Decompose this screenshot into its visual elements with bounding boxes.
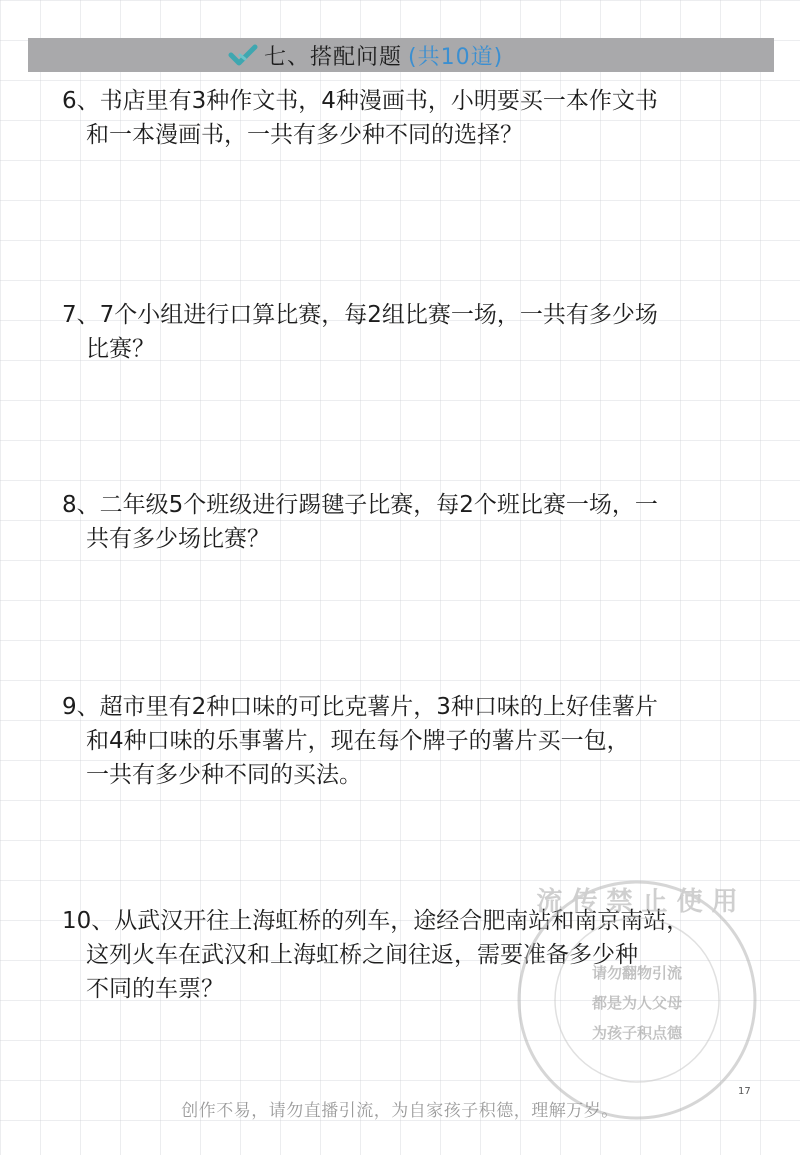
section-header-bar (28, 38, 774, 72)
question-line: 一共有多少种不同的买法。 (86, 762, 362, 788)
svg-text:都是为人父母: 都是为人父母 (591, 994, 683, 1012)
question-line: 10、从武汉开往上海虹桥的列车，途经合肥南站和南京南站， (62, 908, 690, 934)
question-7 (62, 298, 762, 366)
question-line: 这列火车在武汉和上海虹桥之间往返，需要准备多少种 (86, 942, 638, 968)
question-line: 8、二年级5个班级进行踢毽子比赛，每2个班比赛一场，一 (62, 492, 658, 518)
checkmark-icon (228, 43, 258, 67)
question-9 (62, 690, 762, 792)
question-line: 9、超市里有2种口味的可比克薯片，3种口味的上好佳薯片 (62, 694, 658, 720)
svg-text:流 传 禁 止 使 用: 流 传 禁 止 使 用 (536, 887, 738, 917)
footer-notice: 创作不易，请勿直播引流，为自家孩子积德，理解万岁。 (181, 1101, 619, 1121)
question-8 (62, 488, 762, 556)
question-line: 和4种口味的乐事薯片，现在每个牌子的薯片买一包， (86, 728, 630, 754)
watermark-seal (512, 875, 762, 1125)
question-6 (62, 84, 762, 152)
question-count: (共10道) (408, 44, 504, 70)
page-number: 17 (738, 1086, 751, 1097)
question-line: 7、7个小组进行口算比赛，每2组比赛一场，一共有多少场 (62, 302, 658, 328)
svg-text:为孩子积点德: 为孩子积点德 (591, 1024, 683, 1042)
section-title: 七、搭配问题 (264, 44, 403, 70)
section-header (228, 38, 503, 72)
question-line: 比赛？ (86, 336, 155, 362)
question-line: 和一本漫画书，一共有多少种不同的选择？ (86, 122, 523, 148)
question-line: 不同的车票？ (86, 976, 224, 1002)
question-line: 共有多少场比赛？ (86, 526, 270, 552)
svg-text:请勿翻物引流: 请勿翻物引流 (591, 964, 683, 982)
question-line: 6、书店里有3种作文书，4种漫画书，小明要买一本作文书 (62, 88, 658, 114)
